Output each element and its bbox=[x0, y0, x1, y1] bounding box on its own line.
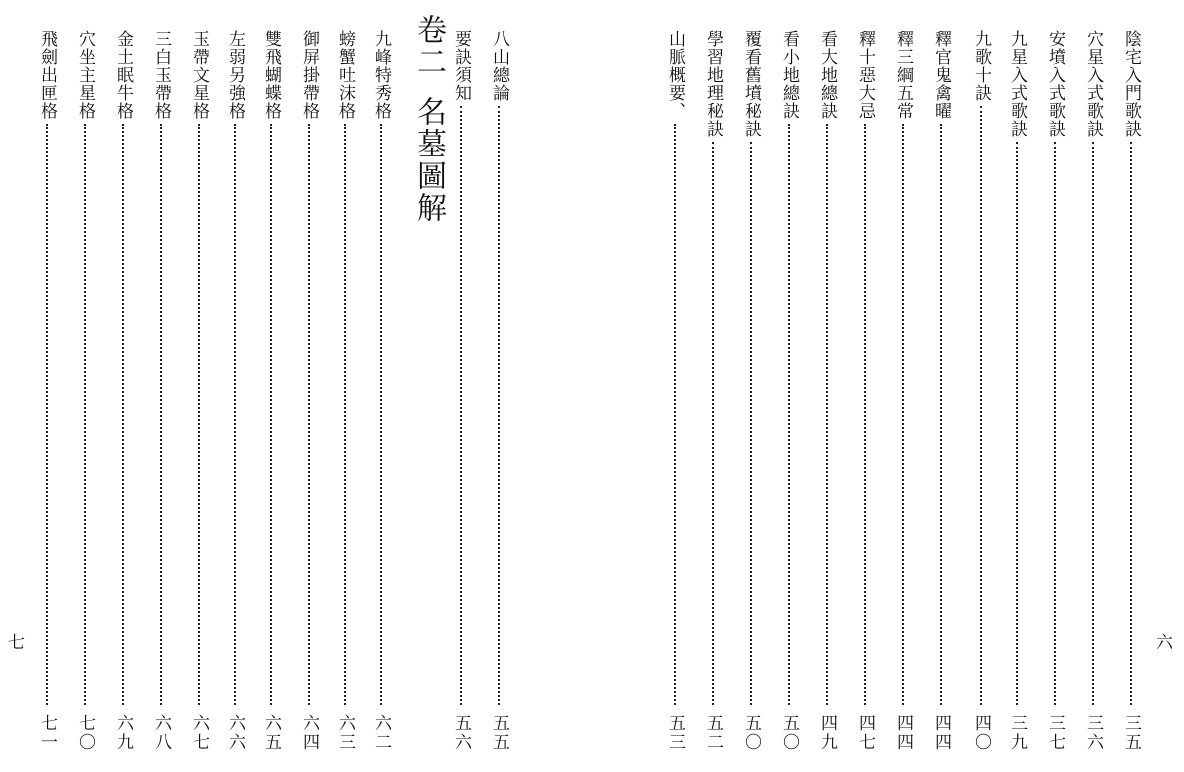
dot-leader bbox=[674, 124, 676, 705]
toc-entry-title: 左弱另強格 bbox=[225, 30, 245, 120]
toc-entry-right-2[interactable] bbox=[1080, 30, 1106, 755]
toc-entry-title: 九歌十訣 bbox=[971, 30, 991, 102]
dot-leader bbox=[84, 124, 86, 705]
toc-entry-title: 九峰特秀格 bbox=[371, 30, 391, 120]
toc-entry-title: 看大地總訣 bbox=[817, 30, 837, 120]
toc-entry-page: 六八 bbox=[151, 714, 171, 752]
toc-entry-page: 六二 bbox=[371, 714, 391, 752]
toc-entry-title: 安墳入式歌訣 bbox=[1045, 30, 1065, 138]
toc-entry-page: 三九 bbox=[1007, 714, 1027, 752]
toc-entry-page: 五〇 bbox=[741, 714, 761, 752]
dot-leader bbox=[160, 124, 162, 705]
toc-entry-title: 學習地理秘訣 bbox=[703, 30, 723, 138]
dot-leader bbox=[864, 124, 866, 705]
toc-entry-right-4[interactable] bbox=[1004, 30, 1030, 755]
toc-entry-right-13[interactable] bbox=[662, 30, 688, 755]
dot-leader bbox=[902, 124, 904, 705]
dot-leader bbox=[460, 106, 462, 705]
toc-entry-title: 螃蟹吐沫格 bbox=[335, 30, 355, 120]
dot-leader bbox=[46, 124, 48, 705]
toc-entry-right-5[interactable] bbox=[968, 30, 994, 755]
dot-leader bbox=[122, 124, 124, 705]
toc-entry-title: 釋官鬼禽曜 bbox=[931, 30, 951, 120]
toc-entry-left-9[interactable] bbox=[148, 30, 174, 755]
toc-entry-left-1[interactable] bbox=[486, 30, 512, 755]
toc-entry-page: 六七 bbox=[189, 714, 209, 752]
toc-entry-left-3[interactable] bbox=[368, 30, 394, 755]
toc-entry-title: 山脈概要、 bbox=[665, 30, 685, 120]
dot-leader bbox=[750, 142, 752, 705]
toc-entry-title: 三白玉帶格 bbox=[151, 30, 171, 120]
toc-entry-right-8[interactable] bbox=[852, 30, 878, 755]
toc-entry-title: 九星入式歌訣 bbox=[1007, 30, 1027, 138]
dot-leader bbox=[1130, 142, 1132, 705]
toc-entry-left-12[interactable] bbox=[34, 30, 60, 755]
toc-entry-left-5[interactable] bbox=[296, 30, 322, 755]
dot-leader bbox=[980, 106, 982, 705]
dot-leader bbox=[1092, 142, 1094, 705]
dot-leader bbox=[712, 142, 714, 705]
toc-entry-right-1[interactable] bbox=[1118, 30, 1144, 755]
dot-leader bbox=[270, 124, 272, 705]
toc-entry-page: 六三 bbox=[335, 714, 355, 752]
toc-entry-page: 三七 bbox=[1045, 714, 1065, 752]
toc-entry-page: 五三 bbox=[665, 714, 685, 752]
toc-entry-page: 四四 bbox=[931, 714, 951, 752]
section-subtitle: 名墓圖解 bbox=[411, 96, 446, 224]
toc-entry-right-7[interactable] bbox=[890, 30, 916, 755]
toc-entry-page: 七一 bbox=[37, 714, 57, 752]
dot-leader bbox=[308, 124, 310, 705]
toc-entry-title: 雙飛蝴蝶格 bbox=[261, 30, 281, 120]
toc-entry-title: 釋十惡大忌 bbox=[855, 30, 875, 120]
toc-entry-title: 飛劍出匣格 bbox=[37, 30, 57, 120]
dot-leader bbox=[380, 124, 382, 705]
toc-entry-page: 四七 bbox=[855, 714, 875, 752]
toc-entry-left-6[interactable] bbox=[258, 30, 284, 755]
toc-entry-title: 穴星入式歌訣 bbox=[1083, 30, 1103, 138]
toc-entry-title: 玉帶文星格 bbox=[189, 30, 209, 120]
toc-entry-title: 陰宅入門歌訣 bbox=[1121, 30, 1141, 138]
toc-entry-left-4[interactable] bbox=[332, 30, 358, 755]
toc-entry-page: 四九 bbox=[817, 714, 837, 752]
right-page-folio: 六 bbox=[1156, 633, 1173, 653]
toc-entry-title: 八山總論 bbox=[489, 30, 509, 102]
dot-leader bbox=[198, 124, 200, 705]
toc-entry-left-7[interactable] bbox=[222, 30, 248, 755]
toc-entry-page: 五二 bbox=[703, 714, 723, 752]
section-title: 卷二 bbox=[411, 14, 446, 78]
toc-entry-right-6[interactable] bbox=[928, 30, 954, 755]
toc-entry-right-3[interactable] bbox=[1042, 30, 1068, 755]
toc-entry-title: 要訣須知 bbox=[451, 30, 471, 102]
toc-entry-title: 御屏掛帶格 bbox=[299, 30, 319, 120]
toc-entry-title: 覆看舊墳秘訣 bbox=[741, 30, 761, 138]
dot-leader bbox=[1016, 142, 1018, 705]
toc-entry-left-10[interactable] bbox=[110, 30, 136, 755]
toc-entry-right-10[interactable] bbox=[776, 30, 802, 755]
toc-entry-title: 釋三綱五常 bbox=[893, 30, 913, 120]
section-heading bbox=[408, 14, 448, 224]
toc-entry-page: 七〇 bbox=[75, 714, 95, 752]
toc-entry-page: 六五 bbox=[261, 714, 281, 752]
toc-entry-page: 四四 bbox=[893, 714, 913, 752]
toc-entry-page: 六九 bbox=[113, 714, 133, 752]
toc-entry-left-2[interactable] bbox=[448, 30, 474, 755]
toc-entry-page: 四〇 bbox=[971, 714, 991, 752]
dot-leader bbox=[788, 124, 790, 705]
toc-entry-left-8[interactable] bbox=[186, 30, 212, 755]
toc-entry-right-11[interactable] bbox=[738, 30, 764, 755]
toc-entry-page: 五五 bbox=[489, 714, 509, 752]
dot-leader bbox=[498, 106, 500, 705]
dot-leader bbox=[234, 124, 236, 705]
toc-entry-page: 六六 bbox=[225, 714, 245, 752]
toc-entry-page: 三五 bbox=[1121, 714, 1141, 752]
left-page-folio: 七 bbox=[8, 633, 25, 653]
dot-leader bbox=[940, 124, 942, 705]
toc-entry-title: 穴坐主星格 bbox=[75, 30, 95, 120]
toc-entry-page: 五〇 bbox=[779, 714, 799, 752]
toc-entry-title: 金土眠牛格 bbox=[113, 30, 133, 120]
dot-leader bbox=[826, 124, 828, 705]
toc-entry-right-9[interactable] bbox=[814, 30, 840, 755]
toc-entry-page: 五六 bbox=[451, 714, 471, 752]
toc-entry-page: 三六 bbox=[1083, 714, 1103, 752]
toc-entry-left-11[interactable] bbox=[72, 30, 98, 755]
toc-entry-right-12[interactable] bbox=[700, 30, 726, 755]
toc-entry-page: 六四 bbox=[299, 714, 319, 752]
dot-leader bbox=[1054, 142, 1056, 705]
toc-entry-title: 看小地總訣 bbox=[779, 30, 799, 120]
dot-leader bbox=[344, 124, 346, 705]
